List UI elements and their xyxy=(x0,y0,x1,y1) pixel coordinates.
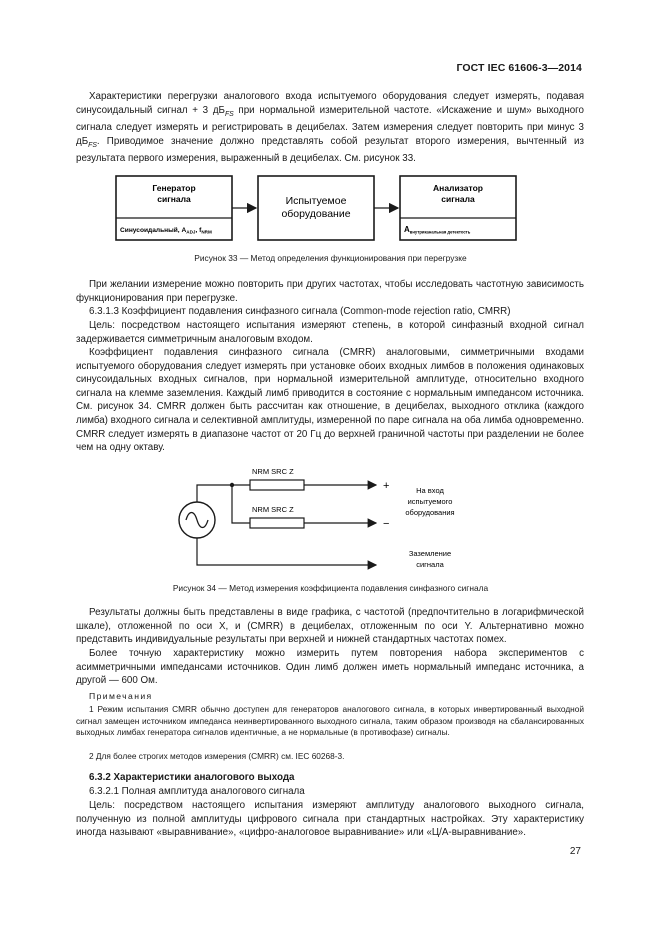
paragraph-results: Результаты должны быть представлены в виде графика, с частотой (предпочтительно в логарифмической шкале), отложенной по оси X, и (CMRR) в децибелах, отложенным по оси Y. Альтернативно можно представить индивидуальные результаты при верхней и нижней стандартных частотах помех. xyxy=(76,607,584,646)
plus-terminal: + xyxy=(383,480,390,492)
input-label-2: испытуемого xyxy=(407,497,453,506)
figure-34-diagram xyxy=(0,455,661,575)
document-header: ГОСТ IEC 61606-3—2014 xyxy=(456,62,582,74)
input-label-1: На вход xyxy=(416,486,444,495)
dut-line-2: оборудование xyxy=(281,208,351,220)
paragraph-repeat: При желании измерение можно повторить при других частотах, чтобы исследовать частотную зависимость функционирования при перегрузке. xyxy=(76,279,584,304)
analyzer-title-2: сигнала xyxy=(441,194,475,204)
generator-title-1: Генератор xyxy=(152,183,196,193)
sine-source-symbol xyxy=(179,502,215,538)
paragraph-cmrr-method: Коэффициент подавления синфазного сигнала (CMRR) аналоговыми, симметричными входами испытуемого оборудования следует измерять при установке обоих входных лимбов в положения одинаковых синусоидальных входных сигналов, при нормальной измерительной амплитуде, относительно входного сигнала на клемме заземления. Каждый лимб приводится в состояние с нормальным импедансом источника. См. рисунок 34. CMRR должен быть рассчитан как отношение, в децибелах, выходного отклика (каждого лимба) входного сигнала и селективной амплитуды, измеренной по паре сигнала на оба лимба одновременно. CMRR следует измерять в диапазоне частот от 20 Гц до верхней граничной частоты при разделении не более чем на одну октаву. xyxy=(76,347,584,454)
paragraph-overload: Характеристики перегрузки аналогового входа испытуемого оборудования следует измерять, подавая синусоидальный сигнал + 3 $дБ_{FS}$ при нормальной измерительной частоте. «Искажение и шум» выходного сигнала следует измерять и регистрировать в децибелах. Затем измерения следует повторить при минус 3 $дБ_{FS}$. Приводимое значение должно представлять собой результат второго измерения, вычтенный из результата первого измерения, выраженный в децибелах. См. рисунок 33. xyxy=(76,91,584,165)
analyzer-title-1: Анализатор xyxy=(433,183,483,193)
signal-generator-box xyxy=(116,176,232,240)
ground-label-2: сигнала xyxy=(416,560,444,569)
generator-title-2: сигнала xyxy=(157,194,191,204)
page-number: 27 xyxy=(569,846,581,857)
paragraph-full-scale: Цель: посредством настоящего испытания измеряют амплитуду аналогового выходного сигнала, полученную из полной амплитуды цифрового сигнала при стандартных настройках. Эту характеристику иногда называют «выравнивание», «цифро-аналоговое выравнивание» или «Ц/А-выравнивание». xyxy=(76,800,584,839)
section-6313-heading: 6.3.1.3 Коэффициент подавления синфазного сигнала (Common-mode rejection ratio, CMRR) xyxy=(89,306,511,317)
note-1: 1 Режим испытания CMRR обычно доступен для генераторов аналогового сигнала, в которых инвертированный выходной сигнал замещен источником импеданса неинвертированного выходного сигнала, таким образом производя на сбалансированных выходных лимбах генератора сигналов идентичные, а не нормальные (в противофазе) сигналы. xyxy=(76,704,584,738)
paragraph-cmrr-goal: Цель: посредством настоящего испытания измеряют степень, в которой синфазный входной сигнал задерживается симметричным аналоговым входом. xyxy=(76,320,584,345)
resistor-2 xyxy=(250,518,304,528)
note-2: 2 Для более строгих методов измерения (CMRR) см. IEC 60268-3. xyxy=(89,751,345,761)
paragraph-asymmetric: Более точную характеристику можно измерить путем повторения набора экспериментов с асимметричными импедансами источников. Один лимб должен иметь нормальный импеданс источника, а другой — 600 Ом. xyxy=(76,648,584,687)
resistor-1-label: NRM SRC Z xyxy=(252,467,294,476)
figure-33-diagram xyxy=(0,168,661,248)
device-under-test-box xyxy=(258,176,374,240)
generator-sub: Синусоидальный, $A_{ADJ}$, $f_{NRM}$ xyxy=(120,227,212,235)
analyzer-sub: Aвнутриканальная детектость xyxy=(404,225,471,235)
input-label-3: оборудования xyxy=(405,508,455,517)
figure-33-caption: Рисунок 33 — Метод определения функционирования при перегрузке xyxy=(194,253,467,263)
ground-label-1: Заземление xyxy=(408,549,452,558)
figure-34-caption: Рисунок 34 — Метод измерения коэффициента подавления синфазного сигнала xyxy=(172,583,489,593)
resistor-1 xyxy=(250,480,304,490)
resistor-2-label: NRM SRC Z xyxy=(252,505,294,514)
section-632-heading: 6.3.2 Характеристики аналогового выхода xyxy=(89,772,295,783)
minus-terminal: − xyxy=(383,518,390,530)
dut-line-1: Испытуемое xyxy=(285,195,347,207)
notes-title: Примечания xyxy=(89,691,153,701)
section-6321-heading: 6.3.2.1 Полная амплитуда аналогового сигнала xyxy=(89,786,305,797)
signal-analyzer-box xyxy=(400,176,516,240)
